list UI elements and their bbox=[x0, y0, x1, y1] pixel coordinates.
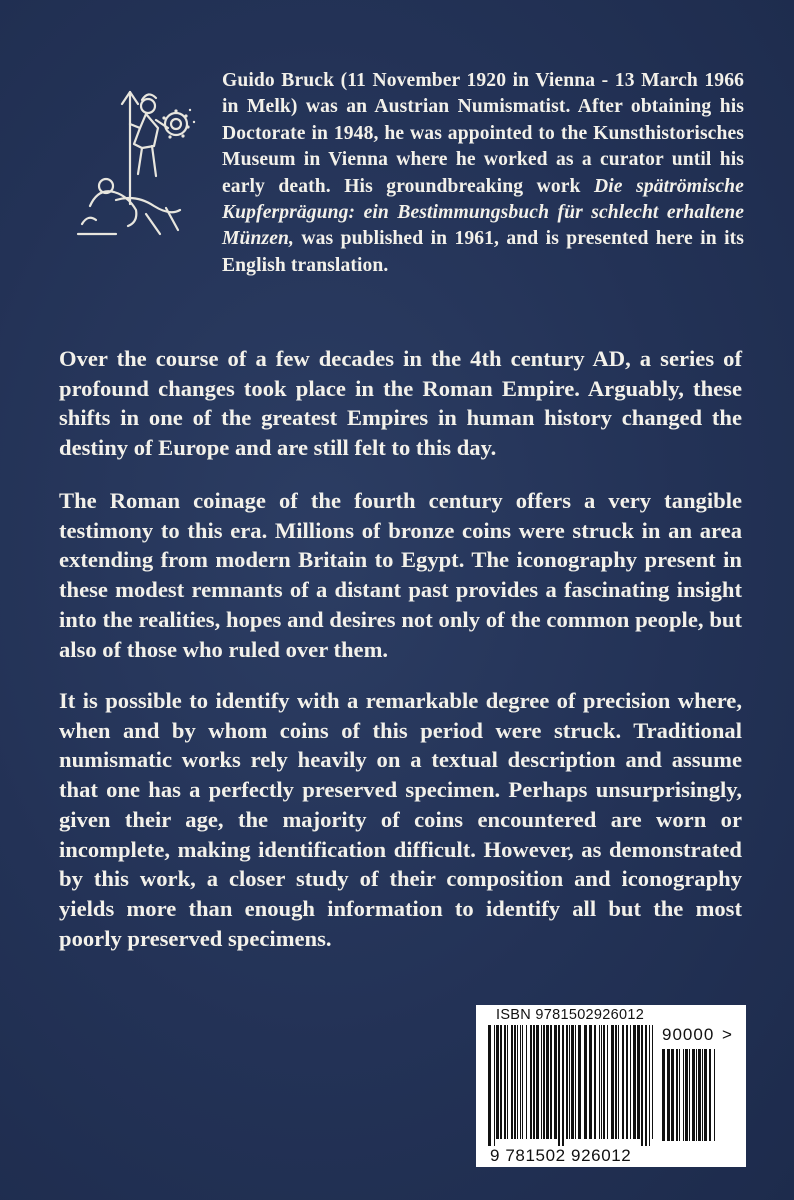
barcode-bar bbox=[630, 1025, 631, 1139]
barcode-bar bbox=[500, 1025, 502, 1139]
barcode-bar bbox=[615, 1025, 617, 1139]
barcode-bar bbox=[494, 1025, 495, 1151]
barcode-bar bbox=[685, 1049, 688, 1141]
bio-intro: Guido Bruck (11 November 1920 in Vienna - 13 March 1966 in Melk) was an Austrian Numismatist. After obtaining his Doctorate in 1948, he was appointed to the Kunsthistorisches Museum in Vienna where he worked as a curator until his early death. His groundbreaking work bbox=[222, 70, 744, 197]
barcode-bar bbox=[575, 1025, 576, 1139]
barcode-bar bbox=[607, 1025, 608, 1139]
barcode-bar bbox=[543, 1025, 545, 1139]
barcode-bar bbox=[704, 1049, 707, 1141]
author-bio bbox=[222, 68, 744, 279]
barcode-bar bbox=[554, 1025, 557, 1139]
barcode-bar bbox=[546, 1025, 549, 1139]
barcode-bar bbox=[683, 1049, 684, 1141]
barcode-bar bbox=[488, 1025, 491, 1151]
barcode-bar bbox=[603, 1025, 605, 1139]
barcode-bar bbox=[652, 1025, 653, 1139]
barcode-bar bbox=[676, 1049, 678, 1141]
barcode-bar bbox=[589, 1025, 592, 1139]
barcode-bar bbox=[622, 1025, 624, 1139]
barcode-bar bbox=[633, 1025, 636, 1139]
barcode-bar bbox=[541, 1025, 542, 1139]
barcode-bar bbox=[530, 1025, 532, 1139]
barcode-bar bbox=[558, 1025, 560, 1151]
barcode-bar bbox=[679, 1049, 680, 1141]
barcode-bar bbox=[578, 1025, 581, 1139]
barcode-bar bbox=[566, 1025, 568, 1139]
barcode-bar bbox=[550, 1025, 552, 1139]
barcode-bar bbox=[562, 1025, 564, 1151]
barcode-bar bbox=[533, 1025, 535, 1139]
barcode-bar bbox=[514, 1025, 516, 1139]
barcode-bar bbox=[526, 1025, 527, 1139]
isbn-label: ISBN 9781502926012 bbox=[496, 1007, 645, 1023]
barcode-bar bbox=[702, 1049, 703, 1141]
barcode-bar bbox=[626, 1025, 628, 1139]
barcode-bar bbox=[689, 1049, 690, 1141]
barcode-bar bbox=[637, 1025, 640, 1139]
barcode-bar bbox=[511, 1025, 513, 1139]
barcode-addon-arrow: > bbox=[722, 1025, 732, 1044]
barcode-bar bbox=[692, 1049, 695, 1141]
barcode-bar bbox=[507, 1025, 508, 1139]
barcode-bar bbox=[618, 1025, 619, 1139]
barcode-bar bbox=[696, 1049, 697, 1141]
bio-book-title: Die spätrömische Kupferprägung: ein Bestimmungsbuch für schlecht erhaltene Münzen, bbox=[222, 175, 744, 250]
barcode-bar bbox=[611, 1025, 614, 1139]
barcode-bar bbox=[594, 1025, 596, 1139]
barcode-bar bbox=[662, 1049, 665, 1141]
barcode-bar bbox=[671, 1049, 674, 1141]
barcode-bar bbox=[584, 1025, 587, 1139]
barcode-bar bbox=[496, 1025, 499, 1139]
blurb-paragraph-2: The Roman coinage of the fourth century offers a very tangible testimony to this era. Millions of bronze coins were struck in an area extending from modern Britain to Egypt. The iconography present in these modest remnants of a distant past provides a fascinating insight into the realities, hopes and desires not only of the common people, but also of those who ruled over them. bbox=[59, 488, 742, 662]
blurb-paragraph-3: It is possible to identify with a remarkable degree of precision where, when and by whom coins of this period were struck. Traditional numismatic works rely heavily on a textual description and assume that one has a perfectly preserved specimen. Perhaps unsurprisingly, given their age, the majority of coins encountered are worn or incomplete, making identification difficult. However, as demonstrated by this work, a closer study of their composition and iconography yields more than enough information to identify all but the most poorly preserved specimens. bbox=[59, 688, 742, 951]
barcode-bar bbox=[599, 1025, 600, 1139]
barcode-bar bbox=[601, 1025, 602, 1139]
blurb-paragraph-1: Over the course of a few decades in the 4th century AD, a series of profound changes took place in the Roman Empire. Arguably, these shifts in one of the greatest Empires in human history changed the destiny of Europe and are still felt to this day. bbox=[59, 346, 742, 461]
barcode-bar bbox=[504, 1025, 506, 1139]
isbn-barcode bbox=[476, 1005, 746, 1167]
bio-outro: was published in 1961, and is presented here in its English translation. bbox=[222, 228, 744, 276]
barcode-bar bbox=[569, 1025, 570, 1139]
barcode-digits: 9 781502 926012 bbox=[488, 1146, 662, 1166]
barcode-bar bbox=[709, 1049, 711, 1141]
barcode-bar bbox=[714, 1049, 715, 1141]
barcode-bars-main bbox=[488, 1025, 656, 1151]
barcode-bar bbox=[641, 1025, 643, 1151]
barcode-bar bbox=[536, 1025, 539, 1139]
coin-figure-illustration bbox=[76, 84, 196, 242]
barcode-bar bbox=[649, 1025, 650, 1151]
barcode-bar bbox=[522, 1025, 523, 1139]
barcode-bar bbox=[571, 1025, 574, 1139]
barcode-addon-digits: 90000 bbox=[662, 1025, 715, 1044]
barcode-bars-addon bbox=[662, 1049, 716, 1153]
barcode-bar bbox=[517, 1025, 518, 1139]
barcode-bar bbox=[698, 1049, 701, 1141]
barcode-bar bbox=[645, 1025, 647, 1151]
barcode-bar bbox=[667, 1049, 670, 1141]
barcode-bar bbox=[520, 1025, 521, 1139]
